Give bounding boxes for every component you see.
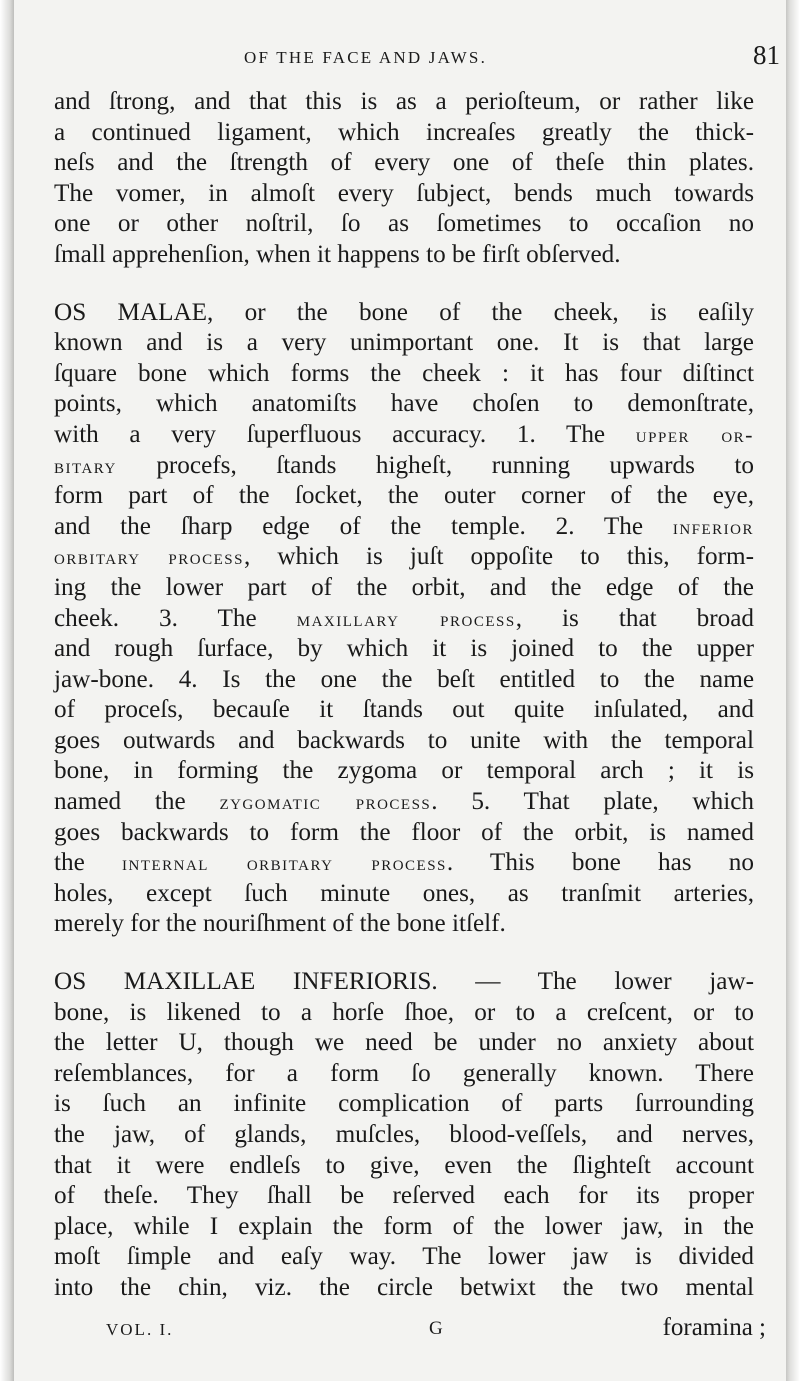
- text-line: of proceſs, becauſe it ſtands out quite inſulated, and: [54, 696, 754, 724]
- text-line: and ſtrong, and that this is as a perioſteum, or rather like: [54, 88, 754, 115]
- text-line: [54, 848, 754, 879]
- text-line: OS MALAE, or the bone of the cheek, is eaſily: [54, 298, 754, 326]
- volume-signature: VOL. I.: [106, 1320, 174, 1339]
- text-line: [54, 542, 754, 573]
- page-footer: [54, 1314, 766, 1346]
- running-head: OF THE FACE AND JAWS.: [244, 48, 488, 67]
- text-line: one or other noſtril, ſo as ſometimes to occaſion no: [54, 210, 754, 238]
- line-text: the: [54, 849, 85, 877]
- text-line: reſemblances, for a form ſo generally known. There: [54, 1059, 754, 1087]
- text-line: the jaw, of glands, muſcles, blood-veſſels, and nerves,: [54, 1121, 754, 1148]
- text-line: known and is a very unimportant one. It is that large: [54, 329, 754, 357]
- line-text: . 5. That plate, which: [431, 788, 754, 816]
- text-line: a continued ligament, which increaſes greatly the thick-: [54, 118, 754, 146]
- page-number: 81: [753, 40, 780, 70]
- text-line: merely for the nouriſhment of the bone itſelf.: [54, 910, 506, 938]
- term-inferior-orbitary: orbitary process: [54, 544, 244, 570]
- text-line: OS MAXILLAE INFERIORIS. — The lower jaw-: [54, 968, 754, 996]
- line-text: with a very ſuperfluous accuracy. 1. The: [54, 420, 606, 448]
- term-upper-orbitary: upper or-: [635, 421, 755, 447]
- text-line: [54, 512, 754, 543]
- term-maxillary-process: maxillary process: [296, 605, 516, 631]
- text-line: goes outwards and backwards to unite with the temporal: [54, 726, 754, 754]
- text-line: form part of the ſocket, the outer corner of the eye,: [54, 482, 754, 510]
- term-internal-orbitary-process: internal orbitary process: [121, 850, 447, 876]
- text-line: moſt ſimple and eaſy way. The lower jaw is divided: [54, 1243, 754, 1271]
- page-edge-right: [786, 0, 800, 1381]
- text-line: is ſuch an infinite complication of parts ſurrounding: [54, 1090, 754, 1118]
- text-line: bone, in forming the zygoma or temporal arch ; it is: [54, 757, 754, 785]
- line-text: named the: [54, 788, 186, 816]
- line-text: and the ſharp edge of the temple. 2. The: [54, 512, 644, 540]
- line-text: , which is juſt oppoſite to this, form-: [243, 543, 754, 571]
- term-zygomatic-process: zygomatic process: [219, 789, 432, 815]
- text-line: ſquare bone which forms the cheek : it has four diſtinct: [54, 359, 754, 387]
- text-line: neſs and the ſtrength of every one of theſe thin plates.: [54, 149, 754, 177]
- book-page: [14, 0, 786, 1381]
- term-inferior-orbitary: inferior: [672, 513, 755, 539]
- text-line: holes, except ſuch minute ones, as tranſmit arteries,: [54, 879, 754, 907]
- text-line: into the chin, viz. the circle betwixt the two mental: [54, 1273, 754, 1301]
- signature-mark: G: [429, 1318, 443, 1339]
- line-text: . This bone has no: [446, 849, 754, 877]
- page-edge-left: [0, 0, 14, 1381]
- text-line: [54, 787, 754, 818]
- catchword: foramina ;: [662, 1314, 766, 1341]
- text-line: the letter U, though we need be under no anxiety about: [54, 1029, 754, 1057]
- page-header: [54, 40, 780, 74]
- paragraph-gap: [54, 271, 754, 298]
- line-text: procefs, ſtands higheſt, running upwards to: [156, 451, 755, 479]
- text-line: of theſe. They ſhall be reſerved each for its proper: [54, 1182, 754, 1210]
- text-line: goes backwards to form the floor of the orbit, is named: [54, 818, 754, 846]
- text-line: [54, 451, 754, 482]
- text-line: and rough ſurface, by which it is joined to the upper: [54, 635, 754, 663]
- line-text: , is that broad: [515, 604, 755, 632]
- text-line: bone, is likened to a horſe ſhoe, or to a creſcent, or to: [54, 998, 754, 1026]
- line-text: cheek. 3. The: [54, 604, 257, 632]
- text-line: The vomer, in almoſt every ſubject, bends much towards: [54, 179, 754, 207]
- term-upper-orbitary: bitary: [54, 452, 117, 478]
- text-line: ing the lower part of the orbit, and the edge of the: [54, 573, 754, 601]
- text-line: points, which anatomiſts have choſen to demonſtrate,: [54, 390, 754, 418]
- text-line: ſmall apprehenſion, when it happens to be firſt obſerved.: [54, 240, 621, 268]
- text-line: that it were endleſs to give, even the ſlighteſt account: [54, 1151, 754, 1179]
- text-line: [54, 604, 754, 635]
- text-line: jaw-bone. 4. Is the one the beſt entitled to the name: [54, 665, 754, 693]
- text-line: place, while I explain the form of the lower jaw, in the: [54, 1212, 754, 1240]
- body-text: [54, 87, 754, 1304]
- text-line: [54, 420, 754, 451]
- paragraph-gap: [54, 940, 754, 967]
